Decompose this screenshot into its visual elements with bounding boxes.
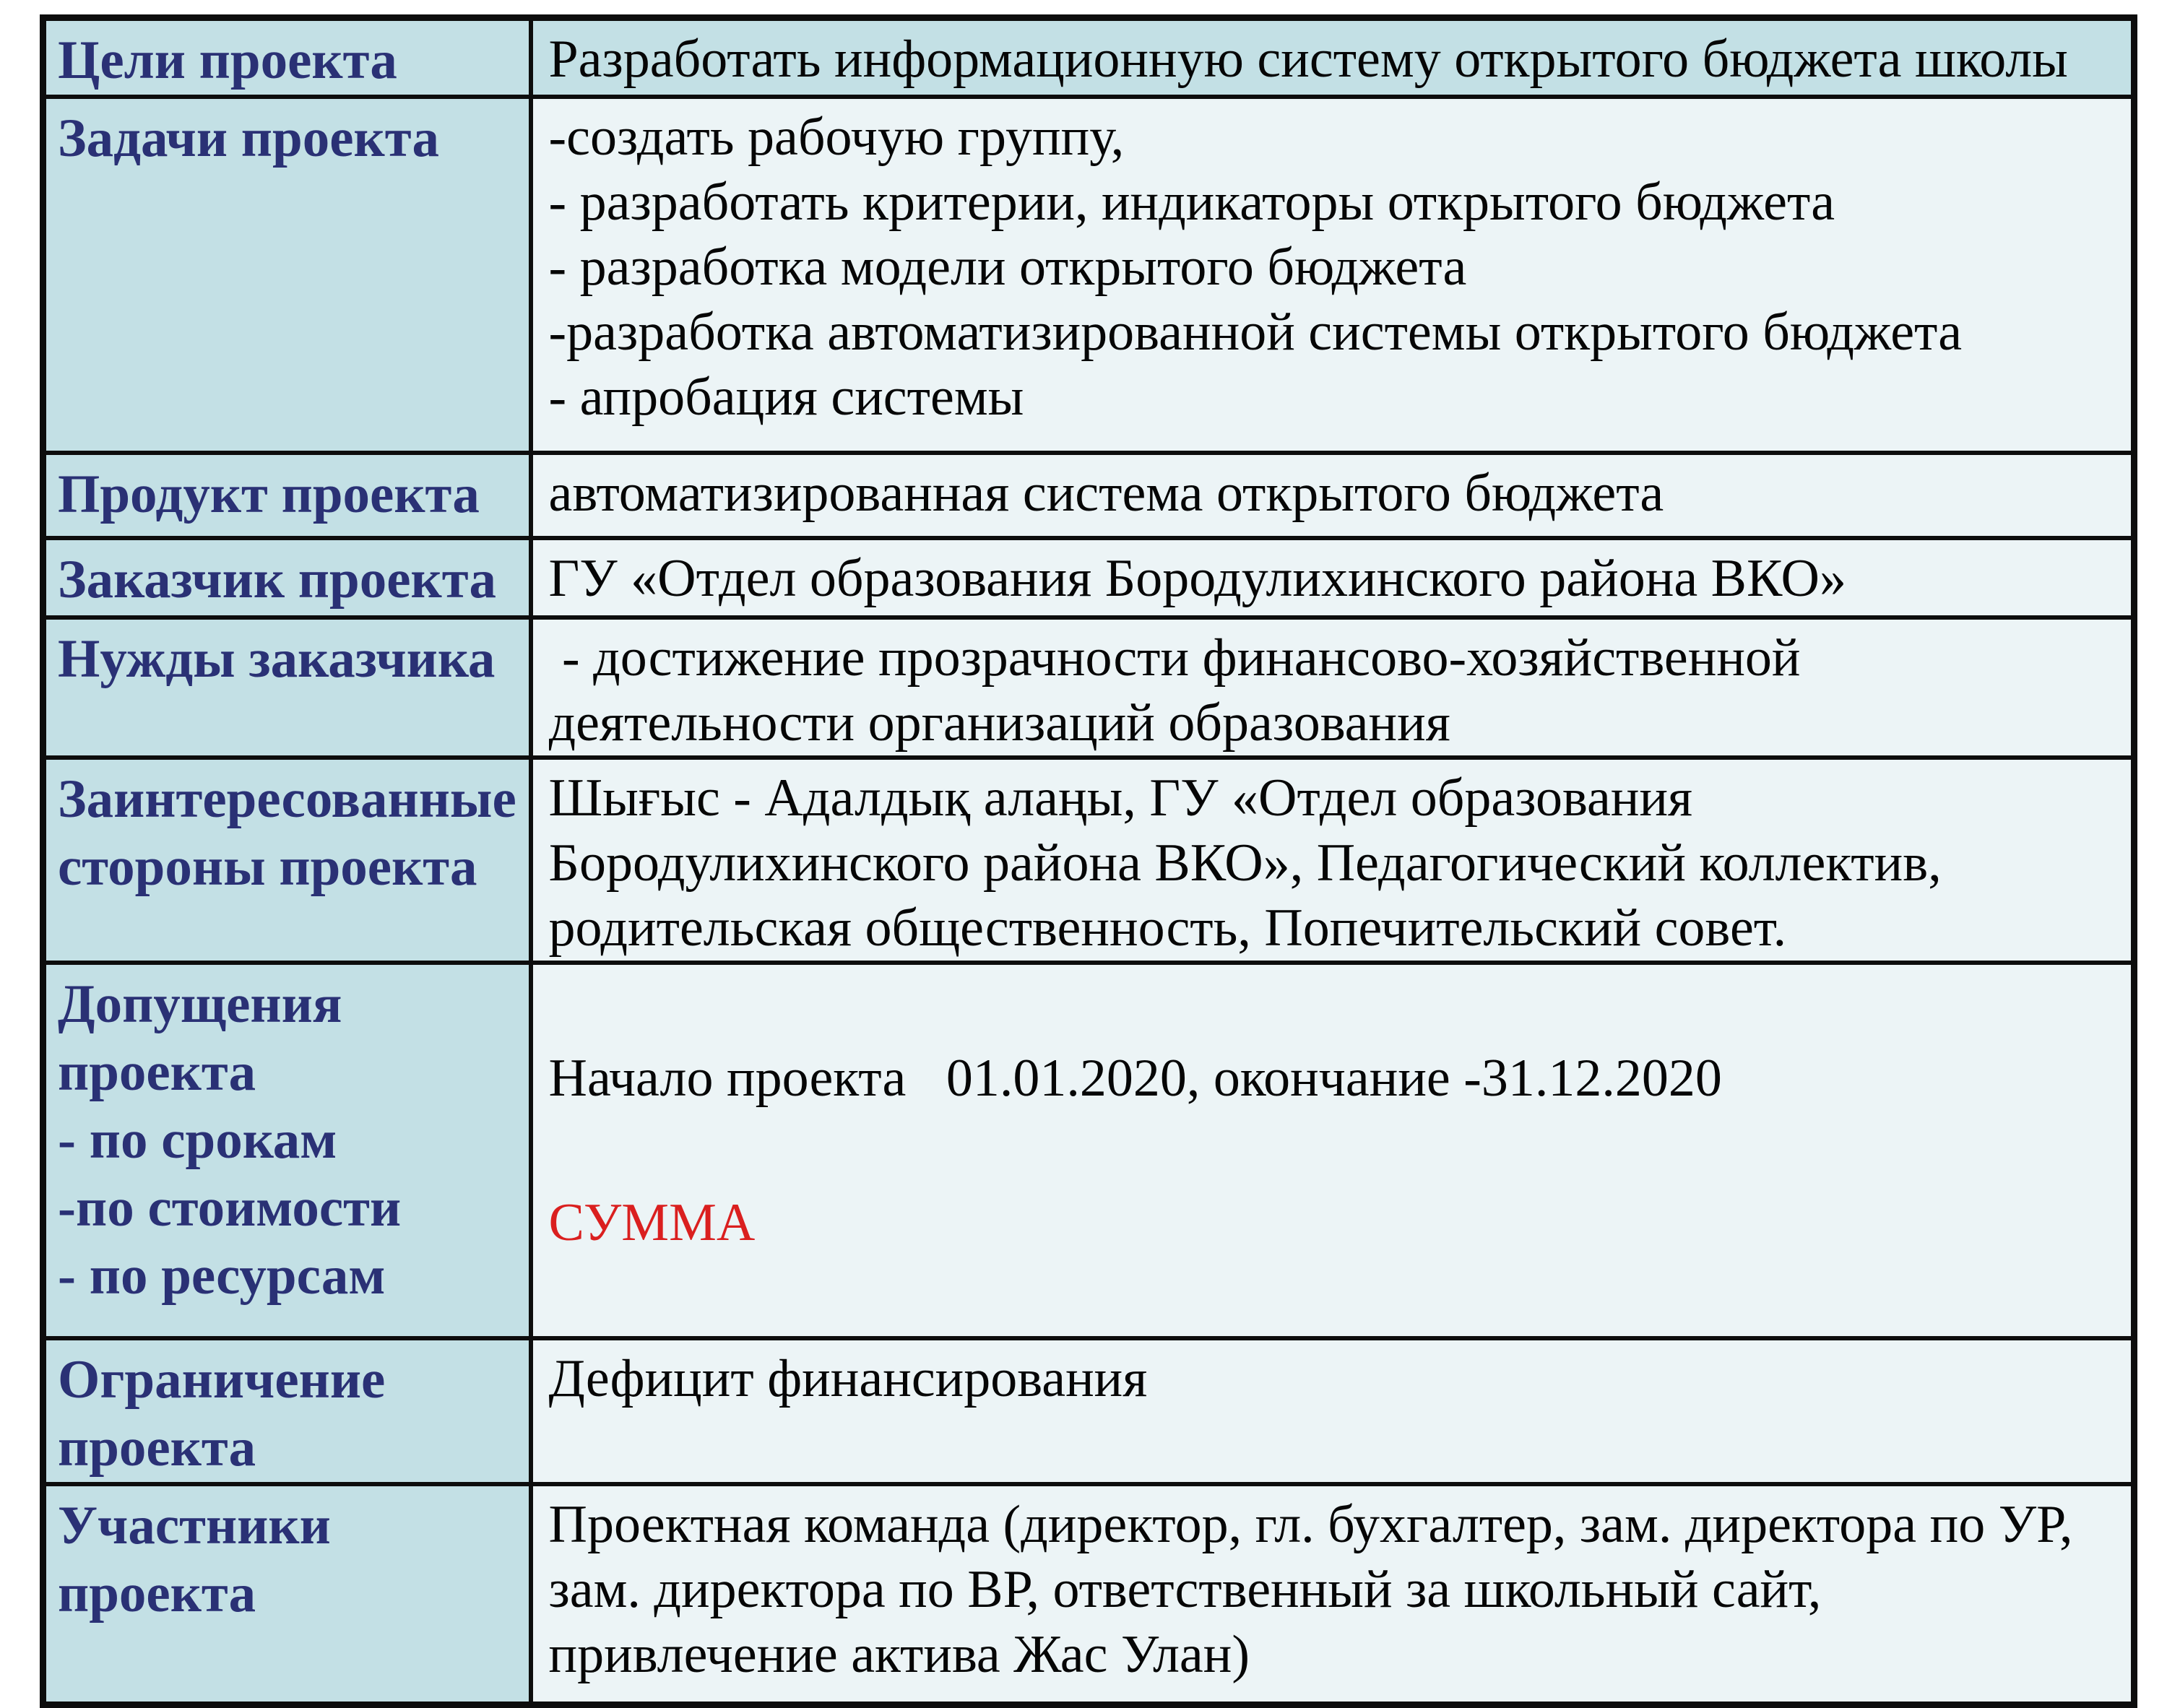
value-line: Бородулихинского района ВКО», Педагогический коллектив, bbox=[548, 833, 1942, 893]
value-line: - достижение прозрачности финансово-хозяйственной bbox=[548, 628, 1801, 688]
label-line: Заказчик проекта bbox=[58, 550, 496, 610]
value-line: - разработать критерии, индикаторы открытого бюджета bbox=[548, 173, 1835, 232]
row-value-cell bbox=[531, 453, 2134, 538]
row-label-cell bbox=[43, 1484, 531, 1705]
label-line: -по стоимости bbox=[58, 1178, 402, 1238]
row-label-cell bbox=[43, 1338, 531, 1484]
row-label-cell bbox=[43, 963, 531, 1338]
table-row bbox=[43, 617, 2134, 758]
label-line: проекта bbox=[58, 1564, 256, 1624]
value-line: - апробация системы bbox=[548, 368, 1024, 427]
table-row bbox=[43, 1484, 2134, 1705]
value-line: -разработка автоматизированной системы открытого бюджета bbox=[548, 303, 1963, 362]
table-row bbox=[43, 538, 2134, 617]
project-charter-table bbox=[40, 14, 2137, 1708]
sum-value-text: СУММА bbox=[548, 1193, 756, 1252]
row-label-cell bbox=[43, 453, 531, 538]
value-line: Шығыс - Адалдық алаңы, ГУ «Отдел образования bbox=[548, 768, 1693, 828]
row-value-cell bbox=[531, 18, 2134, 97]
table-row bbox=[43, 1338, 2134, 1484]
row-value-cell bbox=[531, 963, 2134, 1338]
label-line: Допущения bbox=[58, 974, 342, 1034]
label-line: Заинтересованные bbox=[58, 769, 516, 829]
row-value-cell bbox=[531, 758, 2134, 963]
label-line: стороны проекта bbox=[58, 837, 477, 897]
label-line: Задачи проекта bbox=[58, 108, 439, 168]
value-line: Начало проекта 01.01.2020, окончание -31.12.2020 bbox=[548, 1049, 1722, 1108]
row-label-cell bbox=[43, 97, 531, 453]
label-line: - по срокам bbox=[58, 1110, 337, 1170]
value-line: Дефицит финансирования bbox=[548, 1349, 1148, 1408]
row-label-cell bbox=[43, 538, 531, 617]
row-label-cell bbox=[43, 758, 531, 963]
label-line: - по ресурсам bbox=[58, 1246, 386, 1306]
label-line: Нужды заказчика bbox=[58, 629, 496, 689]
label-line: проекта bbox=[58, 1042, 256, 1102]
label-line: Цели проекта bbox=[58, 30, 397, 90]
table-row bbox=[43, 18, 2134, 97]
label-line: Продукт проекта bbox=[58, 464, 480, 524]
label-line: Ограничение bbox=[58, 1350, 386, 1410]
row-label-cell bbox=[43, 617, 531, 758]
value-line: родительская общественность, Попечительский совет. bbox=[548, 898, 1787, 958]
value-line: автоматизированная система открытого бюджета bbox=[548, 464, 1664, 523]
table-row bbox=[43, 97, 2134, 453]
value-line: -создать рабочую группу, bbox=[548, 108, 1125, 167]
row-value-cell bbox=[531, 1338, 2134, 1484]
row-label-cell bbox=[43, 18, 531, 97]
label-line: Участники bbox=[58, 1496, 331, 1556]
row-value-cell bbox=[531, 97, 2134, 453]
value-line: деятельности организаций образования bbox=[548, 693, 1450, 753]
value-line: Проектная команда (директор, гл. бухгалтер, зам. директора по УР, bbox=[548, 1495, 2073, 1554]
table-row bbox=[43, 963, 2134, 1338]
value-line: Разработать информационную систему открытого бюджета школы bbox=[548, 30, 2068, 89]
table-row bbox=[43, 453, 2134, 538]
row-value-cell bbox=[531, 538, 2134, 617]
value-line: ГУ «Отдел образования Бородулихинского района ВКО» bbox=[548, 549, 1846, 608]
table-row bbox=[43, 758, 2134, 963]
row-value-cell bbox=[531, 617, 2134, 758]
value-line: - разработка модели открытого бюджета bbox=[548, 238, 1467, 297]
value-line: привлечение актива Жас Улан) bbox=[548, 1625, 1250, 1684]
label-line: проекта bbox=[58, 1418, 256, 1478]
value-line: зам. директора по ВР, ответственный за школьный сайт, bbox=[548, 1560, 1822, 1619]
row-value-cell bbox=[531, 1484, 2134, 1705]
